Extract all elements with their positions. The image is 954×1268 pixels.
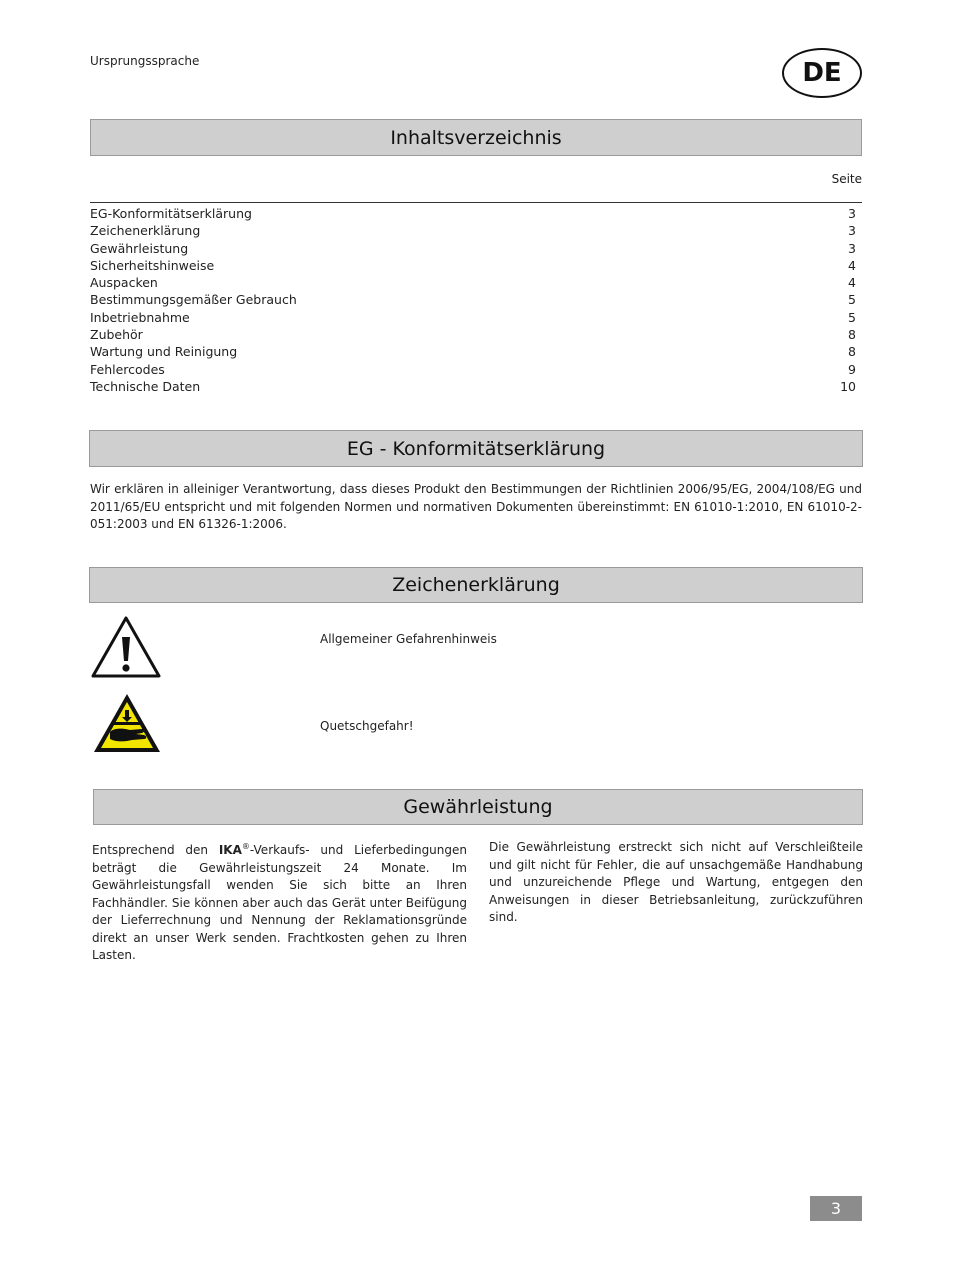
toc-entry[interactable] [90, 205, 856, 222]
toc-entry-label: Fehlercodes [90, 361, 165, 377]
toc-entry[interactable] [90, 309, 856, 326]
toc-entry-page: 3 [848, 223, 856, 239]
general-warning-label: Allgemeiner Gefahrenhinweis [320, 632, 497, 646]
toc-entry-label: Technische Daten [90, 378, 201, 394]
warranty-left-text [92, 838, 467, 965]
toc-entry-page: 4 [848, 257, 856, 273]
toc-entry[interactable] [90, 240, 856, 257]
toc-page-column-label: Seite [831, 172, 862, 186]
toc-entry-label: Zeichenerklärung [90, 223, 201, 239]
conformity-title: EG - Konformitätserklärung [346, 437, 606, 460]
toc-entry-page: 3 [848, 206, 856, 221]
general-warning-icon [90, 615, 162, 679]
toc-entry[interactable] [90, 274, 856, 291]
toc-entry-page: 10 [840, 378, 856, 394]
symbols-heading [89, 567, 863, 603]
toc-entry-label: Sicherheitshinweise [90, 257, 215, 273]
brand-name: IKA [218, 843, 242, 857]
toc-entry-page: 8 [848, 344, 856, 360]
symbols-title: Zeichenerklärung [392, 574, 560, 596]
toc-entry[interactable] [90, 326, 856, 343]
toc-entry[interactable] [90, 378, 856, 395]
warranty-left-prefix: Entsprechend den [92, 843, 219, 857]
warranty-title: Gewährleistung [403, 796, 553, 818]
toc-entry-label: Bestimmungsgemäßer Gebrauch [90, 292, 297, 308]
toc-entry-page: 4 [848, 275, 856, 291]
toc-title: Inhaltsverzeichnis [390, 126, 562, 149]
registered-mark: ® [241, 842, 250, 851]
toc-entry[interactable] [90, 361, 856, 378]
language-badge: DE [782, 48, 862, 98]
toc-divider [90, 202, 862, 203]
conformity-text: Wir erklären in alleiniger Verantwortung, dass dieses Produkt den Bestimmungen der Richtlinien 2006/95/EG, 2004/108/EG und 2011/65/EU entspricht und mit folgenden Normen und normativen Dokumenten übereinstimmt: EN 61010-1:2010, EN 61010-2-051:2003 und EN 61326-1:2006. [90, 482, 862, 531]
warranty-right-text: Die Gewährleistung erstreckt sich nicht auf Verschleißteile und gilt nicht für Fehler, die auf unsachgemäße Handhabung und unzureichende Pflege und Wartung, entgegen den Anweisungen in dieser Betriebsanleitung, zurückzuführen sind. [489, 840, 863, 924]
page-number: 3 [810, 1196, 862, 1221]
toc-entry-label: Wartung und Reinigung [90, 344, 238, 360]
toc-entry[interactable] [90, 343, 856, 360]
toc-entry-label: Inbetriebnahme [90, 309, 190, 325]
warranty-heading [93, 789, 863, 825]
conformity-heading [89, 430, 863, 467]
toc-entry-label: EG-Konformitätserklärung [90, 206, 252, 221]
toc-entry[interactable] [90, 291, 856, 308]
toc-entry[interactable] [90, 222, 856, 239]
toc-entry[interactable] [90, 257, 856, 274]
toc-list [90, 205, 856, 395]
toc-entry-label: Auspacken [90, 275, 158, 291]
warranty-left-rest: -Verkaufs- und Lieferbedingungen beträgt die Gewährleistungszeit 24 Monate. Im Gewährleistungsfall wenden Sie sich bitte an Ihren Fachhändler. Sie können aber auch das Gerät unter Beifügung der Lieferrechnung und Nennung der Reklamationsgründe direkt an unser Werk senden. Frachtkosten gehen zu Ihren Lasten. [92, 843, 467, 962]
toc-entry-page: 5 [848, 292, 856, 308]
toc-entry-page: 8 [848, 327, 856, 343]
toc-entry-label: Gewährleistung [90, 240, 189, 256]
toc-entry-page: 5 [848, 309, 856, 325]
toc-entry-page: 9 [848, 361, 856, 377]
toc-heading [90, 119, 862, 156]
language-note: Ursprungssprache [90, 54, 200, 68]
toc-entry-label: Zubehör [90, 327, 143, 343]
toc-entry-page: 3 [848, 240, 856, 256]
crush-hazard-icon [92, 692, 162, 754]
crush-hazard-label: Quetschgefahr! [320, 719, 414, 733]
